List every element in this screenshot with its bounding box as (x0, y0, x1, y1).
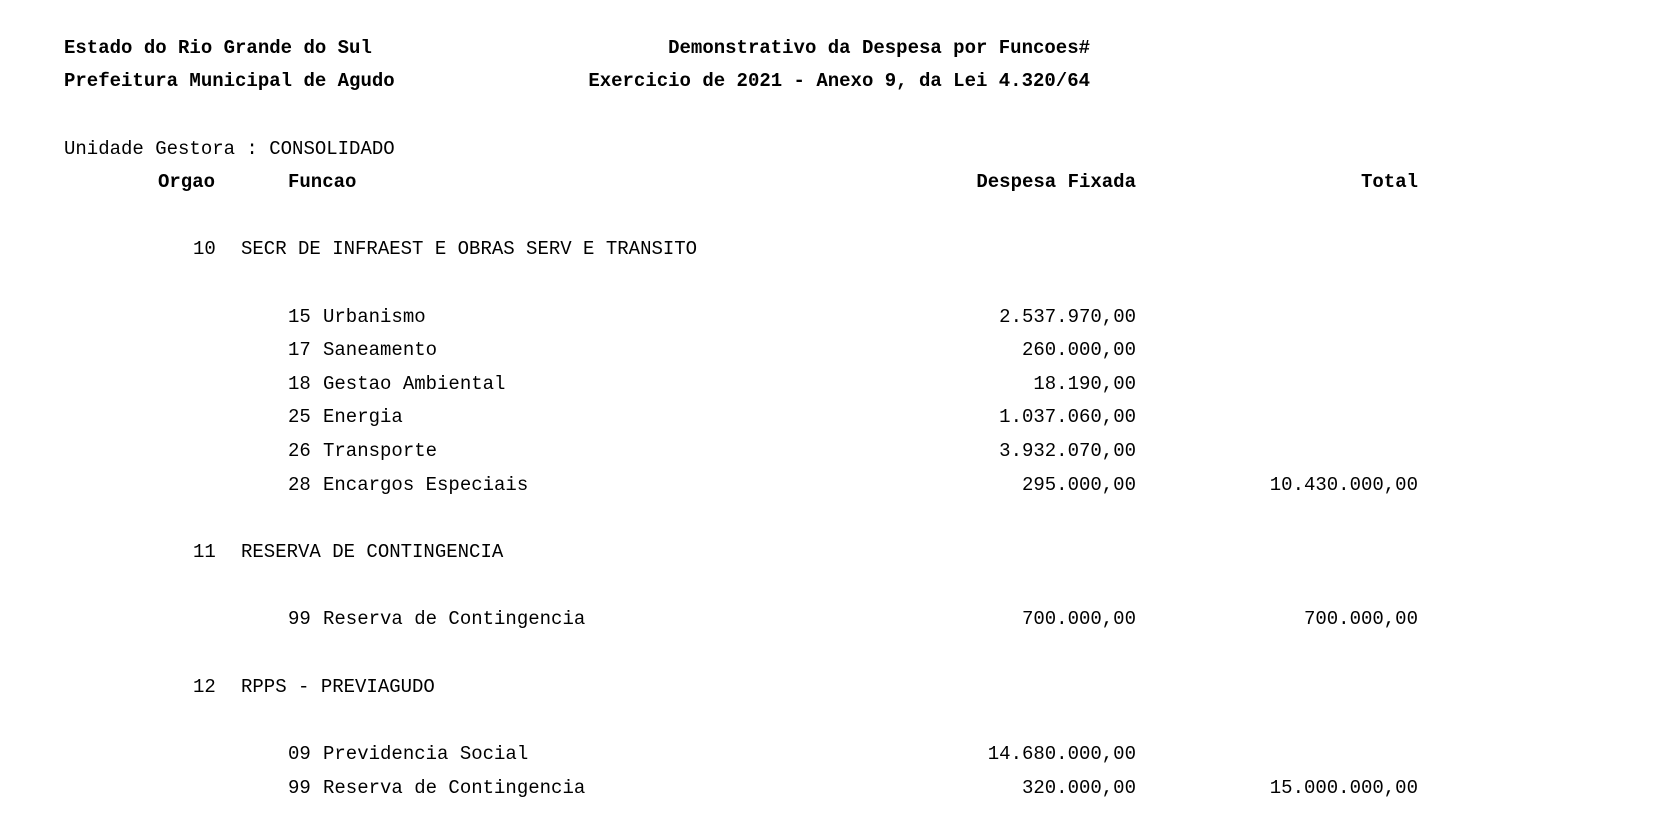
col-header-total: Total (1360, 171, 1418, 193)
funcao-despesa: 700.000,00 (1021, 608, 1136, 630)
funcao-name: Previdencia Social (323, 743, 529, 765)
funcao-despesa: 295.000,00 (1021, 474, 1136, 496)
orgao-code: 10 (193, 238, 216, 260)
funcao-code: 28 (288, 474, 311, 496)
report-title: Demonstrativo da Despesa por Funcoes# (668, 37, 1090, 59)
col-header-despesa-fixada: Despesa Fixada (976, 171, 1136, 193)
funcao-despesa: 1.037.060,00 (999, 406, 1136, 428)
funcao-code: 15 (288, 306, 311, 328)
funcao-code: 99 (288, 777, 311, 799)
funcao-despesa: 260.000,00 (1021, 339, 1136, 361)
funcao-code: 18 (288, 373, 311, 395)
funcao-name: Gestao Ambiental (323, 373, 506, 395)
funcao-code: 25 (288, 406, 311, 428)
funcao-name: Energia (323, 406, 403, 428)
funcao-code: 26 (288, 440, 311, 462)
orgao-name: RPPS - PREVIAGUDO (241, 676, 435, 698)
funcao-code: 17 (288, 339, 311, 361)
funcao-name: Urbanismo (323, 306, 426, 328)
orgao-code: 12 (193, 676, 216, 698)
orgao-total: 10.430.000,00 (1269, 474, 1418, 496)
funcao-despesa: 2.537.970,00 (999, 306, 1136, 328)
state-name: Estado do Rio Grande do Sul (64, 37, 372, 59)
municipality-name: Prefeitura Municipal de Agudo (64, 70, 395, 92)
orgao-name: RESERVA DE CONTINGENCIA (241, 541, 504, 563)
funcao-name: Encargos Especiais (323, 474, 529, 496)
funcao-code: 99 (288, 608, 311, 630)
funcao-despesa: 14.680.000,00 (987, 743, 1136, 765)
orgao-code: 11 (193, 541, 216, 563)
funcao-despesa: 18.190,00 (1033, 373, 1136, 395)
funcao-name: Saneamento (323, 339, 438, 361)
col-header-orgao: Orgao (158, 171, 216, 193)
funcao-code: 09 (288, 743, 311, 765)
funcao-despesa: 3.932.070,00 (999, 440, 1136, 462)
orgao-name: SECR DE INFRAEST E OBRAS SERV E TRANSITO (241, 238, 698, 260)
orgao-total: 700.000,00 (1303, 608, 1418, 630)
unidade-gestora: Unidade Gestora : CONSOLIDADO (64, 138, 395, 160)
funcao-despesa: 320.000,00 (1021, 777, 1136, 799)
funcao-name: Transporte (323, 440, 438, 462)
report-subtitle: Exercicio de 2021 - Anexo 9, da Lei 4.320/64 (588, 70, 1090, 92)
funcao-name: Reserva de Contingencia (323, 608, 586, 630)
funcao-name: Reserva de Contingencia (323, 777, 586, 799)
col-header-funcao: Funcao (288, 171, 357, 193)
orgao-total: 15.000.000,00 (1269, 777, 1418, 799)
